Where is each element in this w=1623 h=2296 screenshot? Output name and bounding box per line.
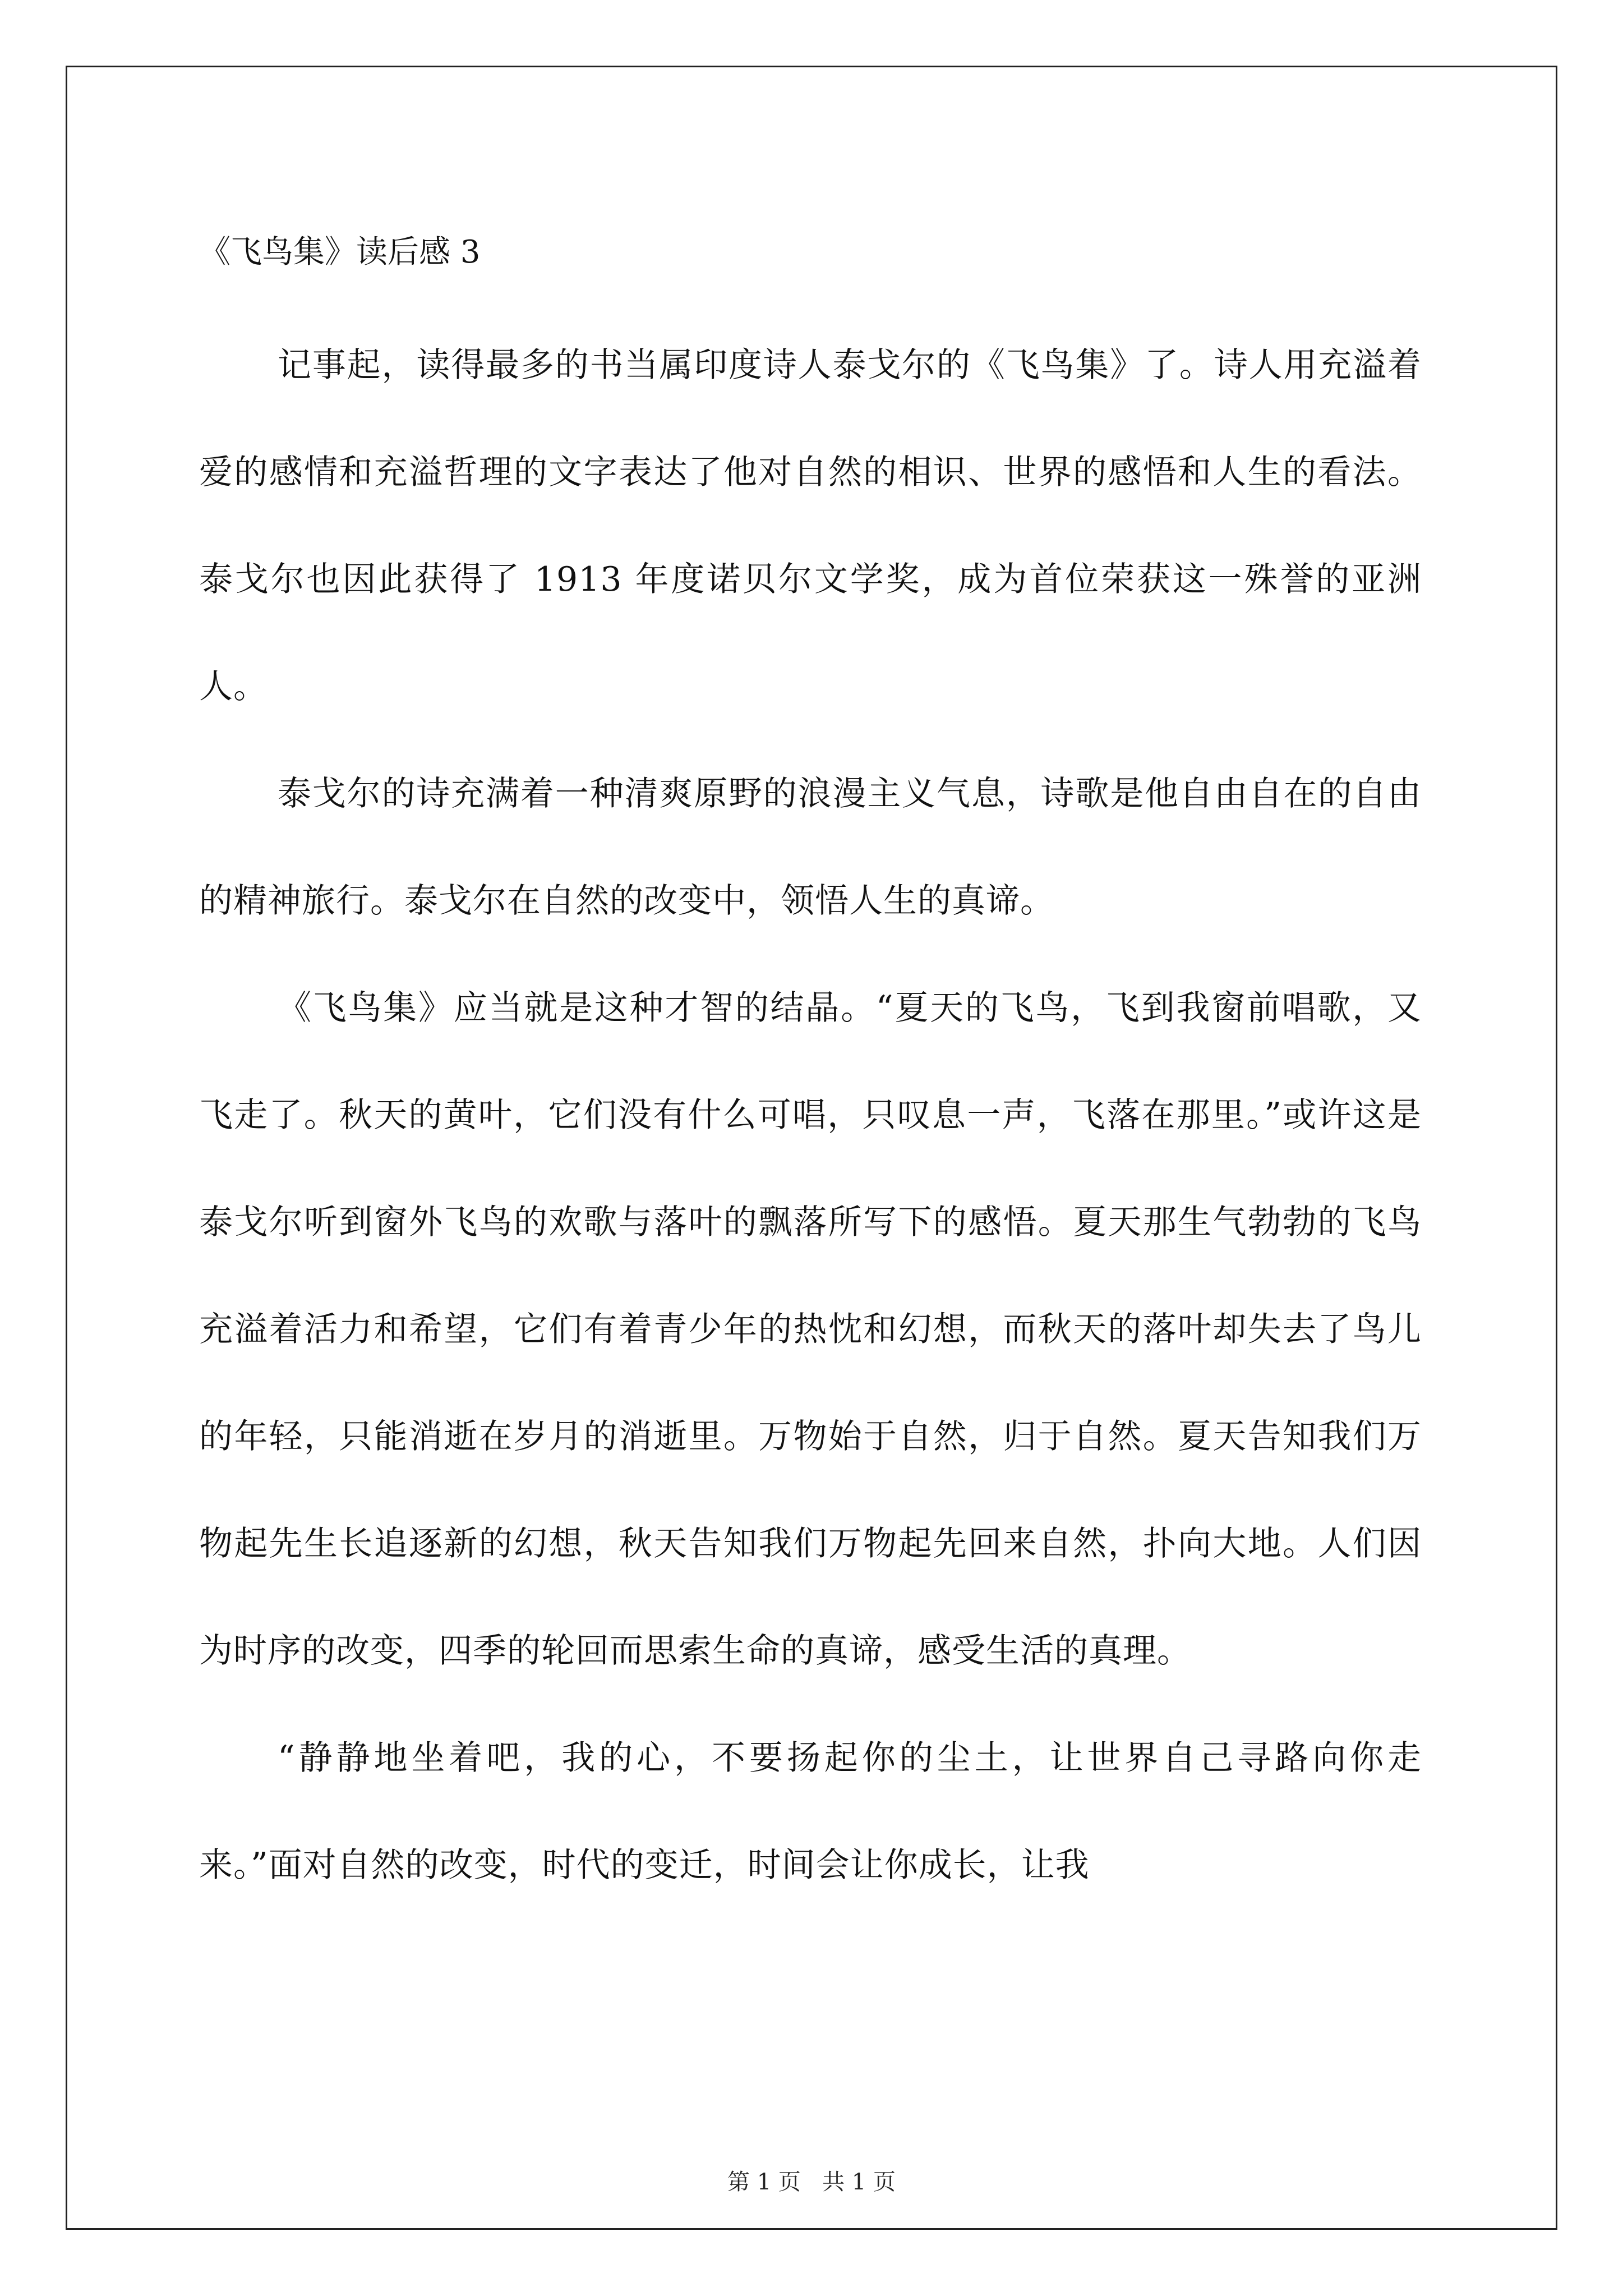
document-title: 《飞鸟集》读后感 3 — [199, 234, 481, 270]
page-number-footer: 第 1 页 共 1 页 — [727, 2169, 896, 2195]
paragraph-4: “静静地坐着吧，我的心，不要扬起你的尘土，让世界自己寻路向你走来。”面对自然的改变，时代的变迁，时间会让你成长，让我 — [199, 1738, 1422, 1885]
paragraph-3: 《飞鸟集》应当就是这种才智的结晶。“夏天的飞鸟，飞到我窗前唱歌，又飞走了。秋天的黄叶，它们没有什么可唱，只叹息一声，飞落在那里。”或许这是泰戈尔听到窗外飞鸟的欢歌与落叶的飘落所写下的感悟。夏天那生气勃勃的飞鸟充溢着活力和希望，它们有着青少年的热忱和幻想，而秋天的落叶却失去了鸟儿的年轻，只能消逝在岁月的消逝里。万物始于自然，归于自然。夏天告知我们万物起先生长追逐新的幻想，秋天告知我们万物起先回来自然，扑向大地。人们因为时序的改变，四季的轮回而思索生命的真谛，感受生活的真理。 — [199, 988, 1422, 1671]
document-body — [199, 208, 1422, 1919]
paragraph-1: 记事起，读得最多的书当属印度诗人泰戈尔的《飞鸟集》了。诗人用充溢着爱的感情和充溢哲理的文字表达了他对自然的相识、世界的感悟和人生的看法。泰戈尔也因此获得了 1913 年度诺贝尔文学奖，成为首位荣获这一殊誉的亚洲人。 — [199, 346, 1422, 706]
paragraph-2: 泰戈尔的诗充满着一种清爽原野的浪漫主义气息，诗歌是他自由自在的自由的精神旅行。泰戈尔在自然的改变中，领悟人生的真谛。 — [199, 774, 1422, 921]
